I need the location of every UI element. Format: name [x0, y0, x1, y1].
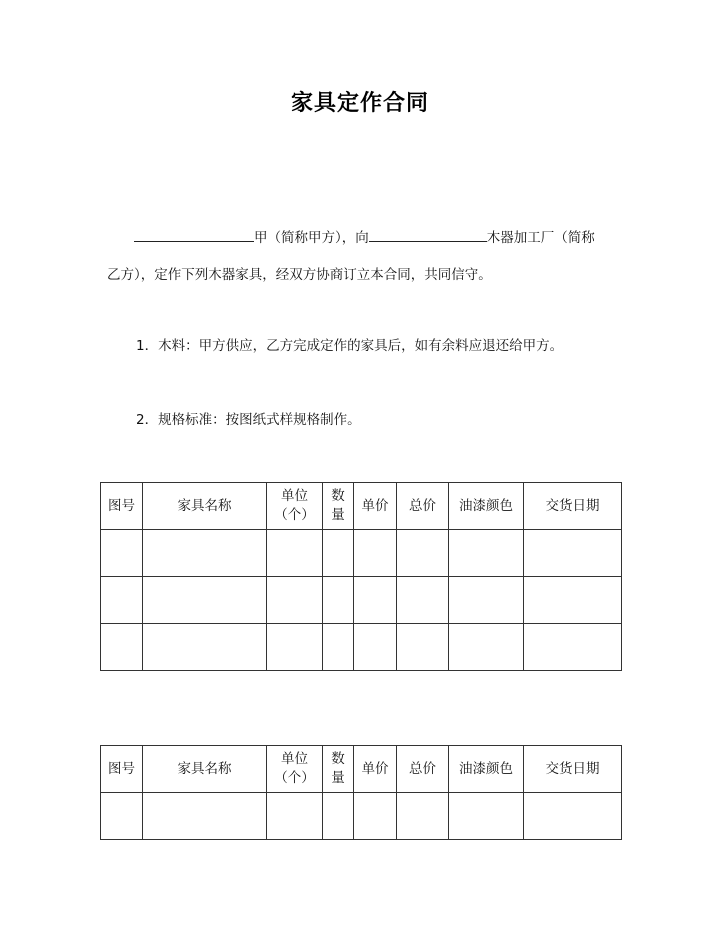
clause-2	[136, 408, 361, 428]
header-unit-price: 单价	[354, 483, 397, 530]
table-cell[interactable]	[354, 793, 397, 840]
clause-text: 木料：甲方供应，乙方完成定作的家具后，如有余料应退还给甲方。	[158, 338, 564, 354]
header-furniture-name: 家具名称	[143, 483, 267, 530]
table-cell[interactable]	[323, 577, 354, 624]
header-drawing-no: 图号	[101, 746, 143, 793]
table-cell[interactable]	[101, 793, 143, 840]
header-quantity	[323, 483, 354, 530]
table-cell[interactable]	[323, 530, 354, 577]
table-cell[interactable]	[267, 624, 323, 671]
table-cell[interactable]	[267, 530, 323, 577]
intro-line-2: 乙方），定作下列木器家具，经双方协商订立本合同，共同信守。	[107, 267, 492, 283]
header-unit-line1: 单位	[281, 488, 308, 504]
header-unit-line2: （个）	[274, 770, 315, 786]
table-row	[101, 530, 622, 577]
table-cell[interactable]	[143, 577, 267, 624]
clause-1	[136, 334, 563, 354]
table-row	[101, 577, 622, 624]
header-unit	[267, 483, 323, 530]
header-delivery-date: 交货日期	[524, 746, 622, 793]
party-b-blank-field[interactable]	[369, 227, 487, 242]
table-cell[interactable]	[449, 577, 524, 624]
party-a-blank-field[interactable]	[134, 227, 254, 242]
table-cell[interactable]	[354, 530, 397, 577]
table-cell[interactable]	[397, 530, 449, 577]
header-quantity-line2: 量	[331, 770, 345, 786]
clause-number: 1．	[136, 338, 159, 354]
table-cell[interactable]	[101, 577, 143, 624]
header-paint-color: 油漆颜色	[449, 746, 524, 793]
furniture-order-table-1	[100, 482, 622, 671]
table-cell[interactable]	[397, 577, 449, 624]
table-cell[interactable]	[397, 624, 449, 671]
header-unit-price: 单价	[354, 746, 397, 793]
table-cell[interactable]	[354, 577, 397, 624]
table-cell[interactable]	[524, 793, 622, 840]
clause-text: 规格标准：按图纸式样规格制作。	[158, 412, 361, 428]
header-quantity-line1: 数	[331, 751, 345, 767]
table-cell[interactable]	[267, 793, 323, 840]
header-quantity	[323, 746, 354, 793]
furniture-order-table-2	[100, 745, 622, 840]
table-cell[interactable]	[267, 577, 323, 624]
table-cell[interactable]	[449, 624, 524, 671]
table-cell[interactable]	[397, 793, 449, 840]
table-header-row	[101, 483, 622, 530]
table-cell[interactable]	[354, 624, 397, 671]
header-furniture-name: 家具名称	[143, 746, 267, 793]
table-cell[interactable]	[524, 577, 622, 624]
header-unit-line2: （个）	[274, 507, 315, 523]
header-paint-color: 油漆颜色	[449, 483, 524, 530]
table-cell[interactable]	[323, 624, 354, 671]
table-cell[interactable]	[143, 530, 267, 577]
header-quantity-line1: 数	[331, 488, 345, 504]
header-drawing-no: 图号	[101, 483, 143, 530]
table-cell[interactable]	[524, 624, 622, 671]
intro-line-1	[134, 226, 595, 246]
table-cell[interactable]	[101, 624, 143, 671]
intro-text-party-a: 甲（简称甲方），向	[254, 230, 369, 246]
table-cell[interactable]	[524, 530, 622, 577]
clause-number: 2．	[136, 412, 159, 428]
header-unit	[267, 746, 323, 793]
contract-title: 家具定作合同	[290, 91, 429, 116]
table-cell[interactable]	[449, 793, 524, 840]
table-cell[interactable]	[143, 793, 267, 840]
intro-text-party-b: 木器加工厂（简称	[486, 230, 595, 246]
header-unit-line1: 单位	[281, 751, 308, 767]
table-row	[101, 624, 622, 671]
header-quantity-line2: 量	[331, 507, 345, 523]
table-header-row	[101, 746, 622, 793]
table-cell[interactable]	[449, 530, 524, 577]
table-row	[101, 793, 622, 840]
header-total-price: 总价	[397, 483, 449, 530]
header-delivery-date: 交货日期	[524, 483, 622, 530]
table-cell[interactable]	[101, 530, 143, 577]
table-cell[interactable]	[323, 793, 354, 840]
header-total-price: 总价	[397, 746, 449, 793]
table-cell[interactable]	[143, 624, 267, 671]
